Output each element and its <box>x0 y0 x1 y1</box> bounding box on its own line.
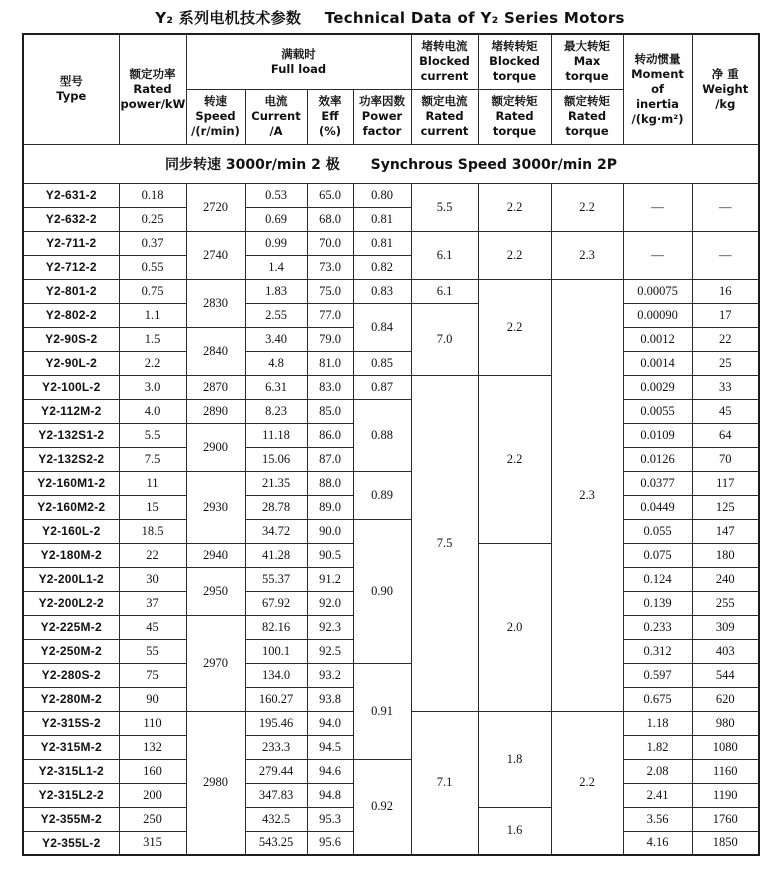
model-cell: Y2-132S1-2 <box>23 423 119 447</box>
value-cell: 94.6 <box>307 759 353 783</box>
motor-data-table <box>22 33 760 856</box>
value-cell: 0.37 <box>119 231 186 255</box>
value-cell: 28.78 <box>245 495 307 519</box>
rated-torque-en1: Rated <box>495 109 534 124</box>
col-header-current <box>245 89 307 144</box>
value-cell: 2940 <box>186 543 245 567</box>
current-unit: /A <box>269 123 283 138</box>
value-cell: 0.99 <box>245 231 307 255</box>
value-cell: 6.1 <box>411 231 478 279</box>
full-load-zh: 满载时 <box>281 46 316 61</box>
value-cell: 0.0029 <box>623 375 692 399</box>
value-cell: 34.72 <box>245 519 307 543</box>
model-cell: Y2-160L-2 <box>23 519 119 543</box>
value-cell: 55.37 <box>245 567 307 591</box>
current-en: Current <box>251 109 301 124</box>
value-cell: 0.75 <box>119 279 186 303</box>
value-cell: 4.8 <box>245 351 307 375</box>
col-header-blocked-torque-top <box>478 34 551 89</box>
value-cell: 0.055 <box>623 519 692 543</box>
model-cell: Y2-315M-2 <box>23 735 119 759</box>
value-cell: 7.1 <box>411 711 478 855</box>
col-header-max-torque-top <box>551 34 623 89</box>
value-cell: 233.3 <box>245 735 307 759</box>
table-row <box>23 399 759 423</box>
rated-power-zh: 额定功率 <box>129 66 176 81</box>
col-header-max-torque-bottom <box>551 89 623 144</box>
value-cell: 0.80 <box>353 183 411 207</box>
table-row <box>23 279 759 303</box>
value-cell: 0.83 <box>353 279 411 303</box>
value-cell: 30 <box>119 567 186 591</box>
value-cell: 147 <box>692 519 759 543</box>
value-cell: 75 <box>119 663 186 687</box>
col-header-blocked-torque-bottom <box>478 89 551 144</box>
value-cell: 2890 <box>186 399 245 423</box>
model-cell: Y2-250M-2 <box>23 639 119 663</box>
value-cell: 2.0 <box>478 543 551 711</box>
model-cell: Y2-280M-2 <box>23 687 119 711</box>
col-header-blocked-current-top <box>411 34 478 89</box>
value-cell: 7.5 <box>411 375 478 711</box>
rated-torque2-en1: Rated <box>567 109 607 124</box>
value-cell: 0.0014 <box>623 351 692 375</box>
model-cell: Y2-315L2-2 <box>23 783 119 807</box>
value-cell: 94.0 <box>307 711 353 735</box>
max-torque-zh: 最大转矩 <box>564 39 611 54</box>
model-cell: Y2-90S-2 <box>23 327 119 351</box>
value-cell: 160.27 <box>245 687 307 711</box>
inertia-zh: 转动惯量 <box>634 51 681 66</box>
table-header <box>23 34 759 144</box>
value-cell: 1.1 <box>119 303 186 327</box>
value-cell: 240 <box>692 567 759 591</box>
value-cell: 1760 <box>692 807 759 831</box>
value-cell: 4.16 <box>623 831 692 855</box>
value-cell: 65.0 <box>307 183 353 207</box>
col-header-type <box>23 34 119 144</box>
value-cell: 0.0012 <box>623 327 692 351</box>
value-cell: 1.8 <box>478 711 551 807</box>
power-factor-en1: Power <box>361 109 403 124</box>
value-cell: 0.85 <box>353 351 411 375</box>
value-cell: 92.0 <box>307 591 353 615</box>
value-cell: 2.55 <box>245 303 307 327</box>
value-cell: 2870 <box>186 375 245 399</box>
inertia-en1: Moment of <box>631 66 684 96</box>
value-cell: 1.18 <box>623 711 692 735</box>
value-cell: 94.8 <box>307 783 353 807</box>
value-cell: 2.3 <box>551 231 623 279</box>
weight-zh: 净 重 <box>711 66 739 81</box>
value-cell: 68.0 <box>307 207 353 231</box>
value-cell: 3.56 <box>623 807 692 831</box>
table-row <box>23 375 759 399</box>
value-cell: 0.597 <box>623 663 692 687</box>
eff-unit: (%) <box>318 123 342 138</box>
value-cell: 95.6 <box>307 831 353 855</box>
model-cell: Y2-180M-2 <box>23 543 119 567</box>
value-cell: 93.2 <box>307 663 353 687</box>
col-header-speed <box>186 89 245 144</box>
value-cell: 15 <box>119 495 186 519</box>
value-cell: 95.3 <box>307 807 353 831</box>
value-cell: 0.88 <box>353 399 411 471</box>
value-cell: 620 <box>692 687 759 711</box>
rated-current-en1: Rated <box>425 109 464 124</box>
value-cell: 2.41 <box>623 783 692 807</box>
page-title-en: Technical Data of Y₂ Series Motors <box>324 9 625 27</box>
value-cell: 544 <box>692 663 759 687</box>
table-row <box>23 663 759 687</box>
value-cell: 4.0 <box>119 399 186 423</box>
model-cell: Y2-632-2 <box>23 207 119 231</box>
value-cell: 160 <box>119 759 186 783</box>
value-cell: 110 <box>119 711 186 735</box>
value-cell: 45 <box>119 615 186 639</box>
section-banner-row <box>23 144 759 183</box>
col-header-rated-power <box>119 34 186 144</box>
value-cell: 0.0126 <box>623 447 692 471</box>
value-cell: 90 <box>119 687 186 711</box>
value-cell: 134.0 <box>245 663 307 687</box>
value-cell: 2.2 <box>478 279 551 375</box>
value-cell: 8.23 <box>245 399 307 423</box>
power-factor-zh: 功率因数 <box>359 94 405 109</box>
weight-en: Weight <box>702 81 749 96</box>
value-cell: 91.2 <box>307 567 353 591</box>
blocked-torque-zh: 堵转转矩 <box>491 39 538 54</box>
value-cell: 0.90 <box>353 519 411 663</box>
rated-power-en2: power/kW <box>120 96 186 111</box>
rated-power-en1: Rated <box>133 81 172 96</box>
value-cell: 75.0 <box>307 279 353 303</box>
value-cell: 1.82 <box>623 735 692 759</box>
value-cell: 0.91 <box>353 663 411 759</box>
value-cell: 92.5 <box>307 639 353 663</box>
value-cell: 70 <box>692 447 759 471</box>
value-cell: 0.81 <box>353 231 411 255</box>
value-cell: 37 <box>119 591 186 615</box>
page-title <box>0 0 780 33</box>
page-title-zh: Y₂ 系列电机技术参数 <box>155 9 302 27</box>
model-cell: Y2-200L2-2 <box>23 591 119 615</box>
table-body <box>23 144 759 855</box>
model-cell: Y2-160M2-2 <box>23 495 119 519</box>
header-row-top <box>23 34 759 89</box>
value-cell: 25 <box>692 351 759 375</box>
table-row <box>23 471 759 495</box>
value-cell: 195.46 <box>245 711 307 735</box>
value-cell: 87.0 <box>307 447 353 471</box>
value-cell: 90.5 <box>307 543 353 567</box>
model-cell: Y2-355L-2 <box>23 831 119 855</box>
value-cell: 79.0 <box>307 327 353 351</box>
value-cell: 2.2 <box>551 183 623 231</box>
value-cell: 250 <box>119 807 186 831</box>
value-cell: 0.53 <box>245 183 307 207</box>
col-header-eff <box>307 89 353 144</box>
value-cell: 0.075 <box>623 543 692 567</box>
value-cell: 83.0 <box>307 375 353 399</box>
value-cell: 89.0 <box>307 495 353 519</box>
model-cell: Y2-315S-2 <box>23 711 119 735</box>
value-cell: 2830 <box>186 279 245 327</box>
value-cell: 0.00075 <box>623 279 692 303</box>
value-cell: 7.5 <box>119 447 186 471</box>
section-banner-zh: 同步转速 3000r/min 2 极 <box>165 156 340 173</box>
rated-torque-zh: 额定转矩 <box>491 94 538 109</box>
value-cell: 73.0 <box>307 255 353 279</box>
value-cell: 7.0 <box>411 303 478 375</box>
value-cell: 432.5 <box>245 807 307 831</box>
value-cell: 86.0 <box>307 423 353 447</box>
value-cell: 5.5 <box>119 423 186 447</box>
max-torque-en2: torque <box>565 69 609 84</box>
blocked-torque-en2: torque <box>492 69 537 84</box>
model-cell: Y2-355M-2 <box>23 807 119 831</box>
value-cell: 94.5 <box>307 735 353 759</box>
value-cell: 5.5 <box>411 183 478 231</box>
model-cell: Y2-100L-2 <box>23 375 119 399</box>
value-cell: 1.4 <box>245 255 307 279</box>
value-cell: 41.28 <box>245 543 307 567</box>
rated-current-en2: current <box>420 123 469 138</box>
value-cell: 3.0 <box>119 375 186 399</box>
model-cell: Y2-90L-2 <box>23 351 119 375</box>
full-load-en: Full load <box>270 61 327 76</box>
value-cell: 0.0109 <box>623 423 692 447</box>
value-cell: 255 <box>692 591 759 615</box>
value-cell: 543.25 <box>245 831 307 855</box>
value-cell: 1190 <box>692 783 759 807</box>
value-cell: 2740 <box>186 231 245 279</box>
value-cell: 0.0055 <box>623 399 692 423</box>
value-cell: 77.0 <box>307 303 353 327</box>
value-cell: 132 <box>119 735 186 759</box>
value-cell: 11.18 <box>245 423 307 447</box>
value-cell: 6.1 <box>411 279 478 303</box>
value-cell: — <box>692 183 759 231</box>
value-cell: 0.81 <box>353 207 411 231</box>
blocked-current-zh: 堵转电流 <box>421 39 468 54</box>
value-cell: — <box>692 231 759 279</box>
value-cell: 0.87 <box>353 375 411 399</box>
value-cell: 55 <box>119 639 186 663</box>
value-cell: 17 <box>692 303 759 327</box>
value-cell: 2970 <box>186 615 245 711</box>
value-cell: 309 <box>692 615 759 639</box>
value-cell: 33 <box>692 375 759 399</box>
value-cell: 2720 <box>186 183 245 231</box>
value-cell: 6.31 <box>245 375 307 399</box>
value-cell: 92.3 <box>307 615 353 639</box>
table-row <box>23 759 759 783</box>
col-header-inertia <box>623 34 692 144</box>
value-cell: 0.25 <box>119 207 186 231</box>
value-cell: 403 <box>692 639 759 663</box>
value-cell: 980 <box>692 711 759 735</box>
col-header-full-load <box>186 34 411 89</box>
value-cell: 15.06 <box>245 447 307 471</box>
value-cell: 2.2 <box>478 183 551 231</box>
type-zh: 型号 <box>59 74 83 89</box>
value-cell: 70.0 <box>307 231 353 255</box>
value-cell: 22 <box>692 327 759 351</box>
value-cell: 18.5 <box>119 519 186 543</box>
value-cell: 1.5 <box>119 327 186 351</box>
value-cell: 81.0 <box>307 351 353 375</box>
blocked-current-en1: Blocked <box>419 54 470 69</box>
max-torque-en1: Max <box>573 54 601 69</box>
speed-zh: 转速 <box>204 94 227 109</box>
value-cell: 64 <box>692 423 759 447</box>
blocked-torque-en1: Blocked <box>489 54 540 69</box>
table-row <box>23 519 759 543</box>
value-cell: 0.18 <box>119 183 186 207</box>
col-header-power-factor <box>353 89 411 144</box>
value-cell: 0.92 <box>353 759 411 855</box>
table-row <box>23 231 759 255</box>
model-cell: Y2-802-2 <box>23 303 119 327</box>
value-cell: 88.0 <box>307 471 353 495</box>
section-banner-en: Synchrous Speed 3000r/min 2P <box>370 156 617 173</box>
value-cell: 1080 <box>692 735 759 759</box>
model-cell: Y2-711-2 <box>23 231 119 255</box>
value-cell: 2840 <box>186 327 245 375</box>
value-cell: 0.139 <box>623 591 692 615</box>
model-cell: Y2-280S-2 <box>23 663 119 687</box>
value-cell: 45 <box>692 399 759 423</box>
value-cell: 1850 <box>692 831 759 855</box>
value-cell: 82.16 <box>245 615 307 639</box>
value-cell: 3.40 <box>245 327 307 351</box>
value-cell: 0.312 <box>623 639 692 663</box>
value-cell: 100.1 <box>245 639 307 663</box>
model-cell: Y2-801-2 <box>23 279 119 303</box>
eff-en: Eff <box>321 109 339 124</box>
table-row <box>23 303 759 327</box>
value-cell: 0.0449 <box>623 495 692 519</box>
value-cell: 22 <box>119 543 186 567</box>
value-cell: 200 <box>119 783 186 807</box>
value-cell: 2.2 <box>119 351 186 375</box>
value-cell: 2.2 <box>551 711 623 855</box>
value-cell: 16 <box>692 279 759 303</box>
value-cell: 2930 <box>186 471 245 543</box>
value-cell: 125 <box>692 495 759 519</box>
model-cell: Y2-160M1-2 <box>23 471 119 495</box>
weight-unit: /kg <box>715 96 736 111</box>
value-cell: 1.83 <box>245 279 307 303</box>
value-cell: 0.124 <box>623 567 692 591</box>
value-cell: 2950 <box>186 567 245 615</box>
value-cell: 0.00090 <box>623 303 692 327</box>
rated-current-zh: 额定电流 <box>421 94 468 109</box>
model-cell: Y2-132S2-2 <box>23 447 119 471</box>
current-zh: 电流 <box>264 94 288 109</box>
value-cell: 0.55 <box>119 255 186 279</box>
value-cell: 2.08 <box>623 759 692 783</box>
value-cell: 85.0 <box>307 399 353 423</box>
table-row <box>23 183 759 207</box>
power-factor-en2: factor <box>362 123 402 138</box>
value-cell: 117 <box>692 471 759 495</box>
value-cell: 67.92 <box>245 591 307 615</box>
value-cell: 2980 <box>186 711 245 855</box>
value-cell: 0.84 <box>353 303 411 351</box>
col-header-blocked-current-bottom <box>411 89 478 144</box>
value-cell: 90.0 <box>307 519 353 543</box>
value-cell: 0.0377 <box>623 471 692 495</box>
value-cell: 2.3 <box>551 279 623 711</box>
model-cell: Y2-112M-2 <box>23 399 119 423</box>
rated-torque-en2: torque <box>492 123 537 138</box>
value-cell: 2900 <box>186 423 245 471</box>
blocked-current-en2: current <box>420 69 469 84</box>
col-header-weight <box>692 34 759 144</box>
value-cell: 0.89 <box>353 471 411 519</box>
table-row <box>23 351 759 375</box>
model-cell: Y2-712-2 <box>23 255 119 279</box>
value-cell: 347.83 <box>245 783 307 807</box>
type-en: Type <box>56 89 87 104</box>
inertia-en2: inertia <box>636 96 679 111</box>
inertia-unit: /(kg·m²) <box>631 111 684 126</box>
value-cell: 1.6 <box>478 807 551 855</box>
value-cell: — <box>623 231 692 279</box>
section-banner <box>23 144 759 183</box>
rated-torque2-zh: 额定转矩 <box>564 94 611 109</box>
value-cell: 2.2 <box>478 375 551 543</box>
value-cell: 21.35 <box>245 471 307 495</box>
value-cell: 0.69 <box>245 207 307 231</box>
value-cell: 11 <box>119 471 186 495</box>
value-cell: 2.2 <box>478 231 551 279</box>
value-cell: 315 <box>119 831 186 855</box>
model-cell: Y2-225M-2 <box>23 615 119 639</box>
value-cell: 0.675 <box>623 687 692 711</box>
model-cell: Y2-315L1-2 <box>23 759 119 783</box>
speed-en: Speed <box>195 109 236 124</box>
value-cell: 0.233 <box>623 615 692 639</box>
value-cell: 180 <box>692 543 759 567</box>
eff-zh: 效率 <box>318 94 342 109</box>
value-cell: 93.8 <box>307 687 353 711</box>
model-cell: Y2-631-2 <box>23 183 119 207</box>
value-cell: 1160 <box>692 759 759 783</box>
value-cell: 279.44 <box>245 759 307 783</box>
speed-unit: /(r/min) <box>191 123 240 138</box>
value-cell: 0.82 <box>353 255 411 279</box>
model-cell: Y2-200L1-2 <box>23 567 119 591</box>
value-cell: — <box>623 183 692 231</box>
rated-torque2-en2: torque <box>565 123 609 138</box>
